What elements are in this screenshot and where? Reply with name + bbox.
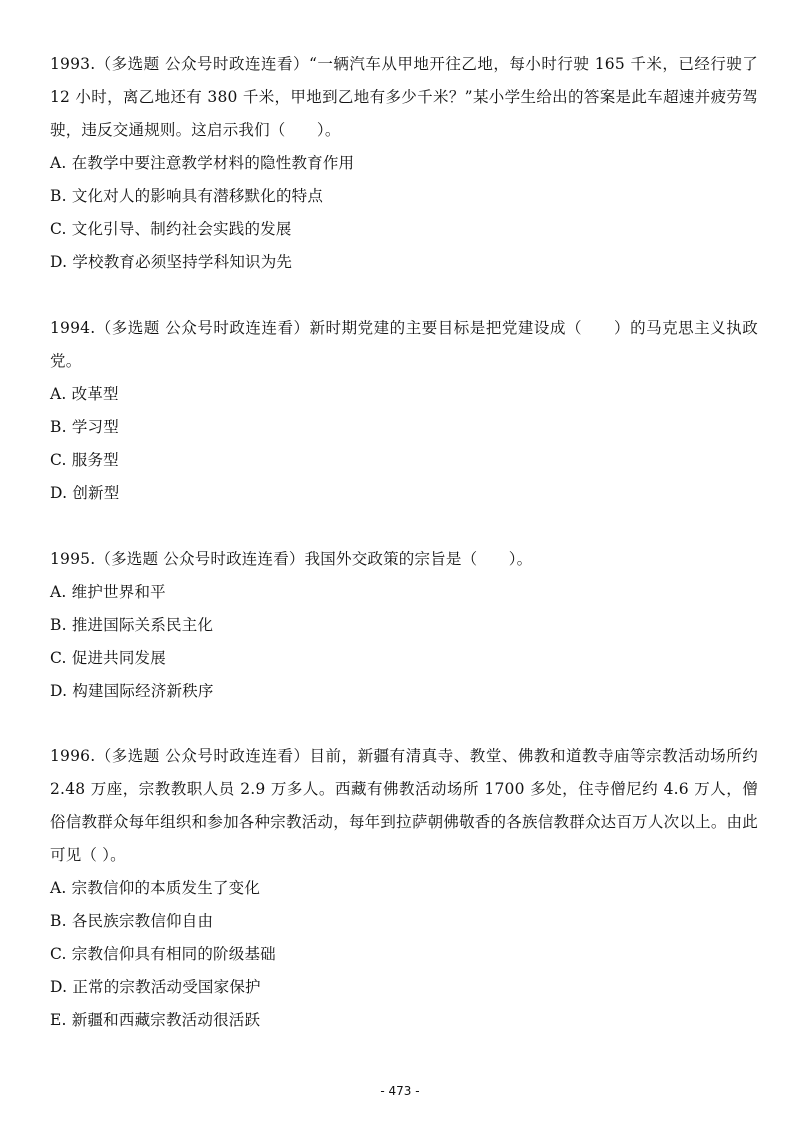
option-a: A. 在教学中要注意教学材料的隐性教育作用 bbox=[50, 154, 355, 172]
option-b: B. 学习型 bbox=[50, 418, 119, 436]
option-c: C. 宗教信仰具有相同的阶级基础 bbox=[50, 945, 276, 963]
option-a: A. 改革型 bbox=[50, 385, 119, 403]
question-stem: 1993.（多选题 公众号时政连连看）“一辆汽车从甲地开往乙地，每小时行驶 165 千米，已经行驶了 12 小时，离乙地还有 380 千米，甲地到乙地有多少千米？”某小学生给出的答案是此车超速并疲劳驾驶，违反交通规则。这启示我们（ ）。 bbox=[50, 55, 758, 139]
question-1993 bbox=[50, 48, 758, 279]
option-list bbox=[50, 378, 758, 510]
option-c: C. 促进共同发展 bbox=[50, 649, 166, 667]
option-c: C. 文化引导、制约社会实践的发展 bbox=[50, 220, 292, 238]
option-list bbox=[50, 872, 758, 1037]
option-d: D. 学校教育必须坚持学科知识为先 bbox=[50, 253, 293, 271]
option-d: D. 构建国际经济新秩序 bbox=[50, 682, 214, 700]
page-number: - 473 - bbox=[380, 1084, 420, 1098]
option-d: D. 正常的宗教活动受国家保护 bbox=[50, 978, 261, 996]
option-a: A. 维护世界和平 bbox=[50, 583, 166, 601]
question-1996 bbox=[50, 740, 758, 1037]
question-stem: 1994.（多选题 公众号时政连连看）新时期党建的主要目标是把党建设成（ ）的马克思主义执政党。 bbox=[50, 319, 758, 370]
option-b: B. 各民族宗教信仰自由 bbox=[50, 912, 214, 930]
option-e: E. 新疆和西藏宗教活动很活跃 bbox=[50, 1011, 261, 1029]
option-b: B. 推进国际关系民主化 bbox=[50, 616, 214, 634]
question-stem: 1996.（多选题 公众号时政连连看）目前，新疆有清真寺、教堂、佛教和道教寺庙等宗教活动场所约 2.48 万座，宗教教职人员 2.9 万多人。西藏有佛教活动场所 1700 多处，住寺僧尼约 4.6 万人，僧俗信教群众每年组织和参加各种宗教活动，每年到拉萨朝佛敬香的各族信教群众达百万人次以上。由此可见（ ）。 bbox=[50, 747, 758, 864]
option-c: C. 服务型 bbox=[50, 451, 119, 469]
option-list bbox=[50, 147, 758, 279]
option-list bbox=[50, 576, 758, 708]
question-stem: 1995.（多选题 公众号时政连连看）我国外交政策的宗旨是（ ）。 bbox=[50, 550, 533, 568]
option-d: D. 创新型 bbox=[50, 484, 120, 502]
question-1994 bbox=[50, 312, 758, 510]
option-a: A. 宗教信仰的本质发生了变化 bbox=[50, 879, 261, 897]
option-b: B. 文化对人的影响具有潜移默化的特点 bbox=[50, 187, 324, 205]
question-1995 bbox=[50, 543, 758, 708]
